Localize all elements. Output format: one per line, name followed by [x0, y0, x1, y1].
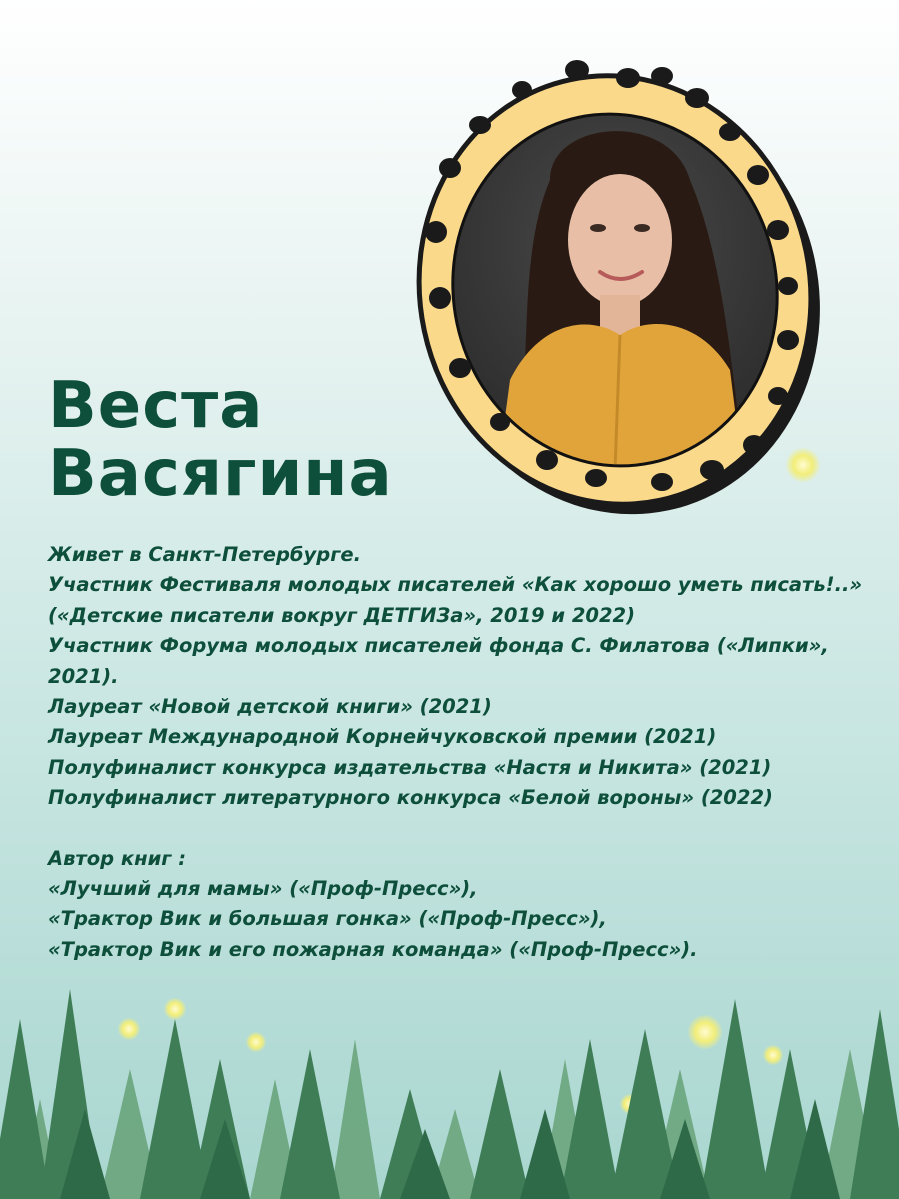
spacer: [48, 814, 878, 844]
book-item: «Лучший для мамы» («Проф-Пресс»),: [48, 877, 478, 901]
spotted-oval-frame-icon: [400, 50, 830, 530]
portrait-frame: [400, 50, 830, 530]
books-heading: Автор книг :: [48, 846, 187, 870]
pine-forest-icon: [0, 979, 899, 1199]
bio-line: Полуфиналист конкурса издательства «Настя и Никита» (2021): [48, 755, 772, 779]
book-item: «Трактор Вик и его пожарная команда» («Проф-Пресс»).: [48, 937, 698, 961]
bio-line: Лауреат «Новой детской книги» (2021): [48, 695, 492, 719]
author-last-name: Васягина: [48, 437, 393, 511]
bio-line: Полуфиналист литературного конкурса «Белой вороны» (2022): [48, 786, 773, 810]
author-name: [48, 369, 393, 511]
bio-text: [48, 540, 878, 965]
bio-line: Живет в Санкт-Петербурге.: [48, 543, 362, 566]
bio-line: Участник Форума молодых писателей фонда С. Филатова («Липки», 2021).: [48, 634, 829, 688]
firefly-icon: [786, 448, 820, 482]
bio-line: Участник Фестиваля молодых писателей «Как хорошо уметь писать!..» («Детские писатели вокруг ДЕТГИЗа», 2019 и 2022): [48, 573, 863, 627]
author-first-name: Веста: [48, 369, 264, 443]
book-item: «Трактор Вик и большая гонка» («Проф-Пресс»),: [48, 907, 607, 931]
portrait-photo: [400, 50, 830, 530]
bio-line: Лауреат Международной Корнейчуковской премии (2021): [48, 725, 717, 749]
